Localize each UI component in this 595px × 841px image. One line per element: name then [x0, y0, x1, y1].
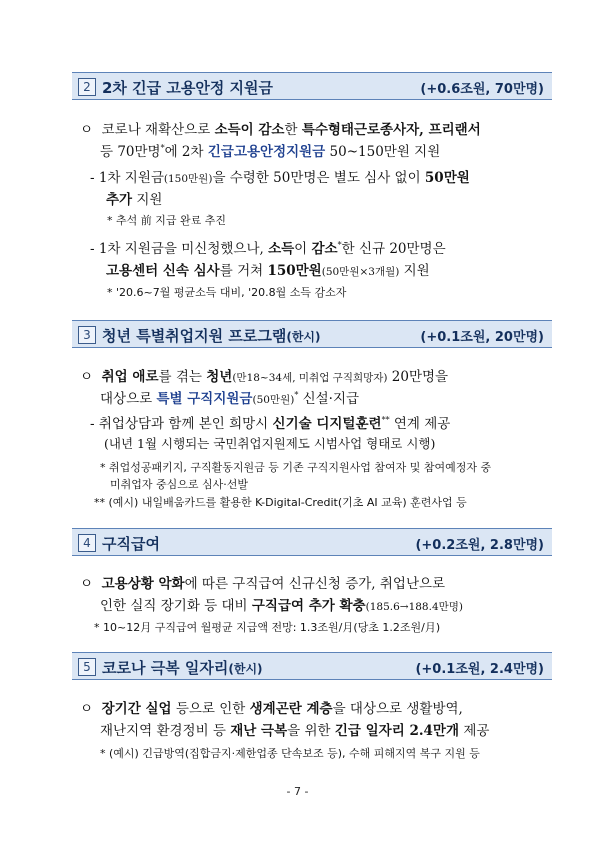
- section-header-4: [72, 528, 552, 556]
- section-number: 3: [78, 326, 96, 344]
- section-amount: (+0.6조원, 70만명): [420, 82, 544, 97]
- section-number: 4: [78, 534, 96, 552]
- footnote: * 10~12月 구직급여 월평균 지급액 전망: 1.3조원/月(당초 1.2조원/月): [94, 621, 441, 634]
- dash-line: - 1차 지원금(150만원)을 수령한 50만명은 별도 심사 없이 50만원: [90, 170, 470, 186]
- bullet-line: ㅇ 취업 애로를 겪는 청년(만18~34세, 미취업 구직희망자) 20만명을: [80, 369, 449, 385]
- footnote: * '20.6~7월 평균소득 대비, '20.8월 소득 감소자: [107, 286, 347, 299]
- bullet-line: ㅇ 고용상황 악화에 따른 구직급여 신규신청 증가, 취업난으로: [80, 576, 446, 592]
- footnote: * (예시) 긴급방역(집합금지·제한업종 단속보조 등), 수해 피해지역 복구 지원 등: [100, 747, 480, 760]
- dash-line: - 취업상담과 함께 본인 희망시 신기술 디지털훈련** 연계 제공: [90, 415, 451, 432]
- section-title: 2차 긴급 고용안정 지원금: [102, 79, 274, 97]
- section-header-3: [72, 320, 552, 348]
- footnote: * 취업성공패키지, 구직활동지원금 등 기존 구직지원사업 참여자 및 참여예정자 중: [100, 461, 492, 474]
- bullet-line-cont: 재난지역 환경정비 등 재난 극복을 위한 긴급 일자리 2.4만개 제공: [100, 723, 490, 739]
- paren-note: (내년 1월 시행되는 국민취업지원제도 시범사업 형태로 시행): [104, 436, 436, 451]
- section-title: 구직급여: [102, 535, 160, 553]
- bullet-line-cont: 등 70만명*에 2차 긴급고용안정지원금 50~150만원 지원: [100, 143, 441, 160]
- dash-line: - 1차 지원금을 미신청했으나, 소득이 감소*한 신규 20만명은: [90, 240, 446, 257]
- bullet-line: ㅇ 코로나 재확산으로 소득이 감소한 특수형태근로종사자, 프리랜서: [80, 122, 481, 138]
- section-number: 2: [78, 78, 96, 96]
- section-header-2: [72, 72, 552, 100]
- dash-line-cont: 추가 지원: [106, 192, 163, 208]
- bullet-line-cont: 인한 실직 장기화 등 대비 구직급여 추가 확충(185.6→188.4만명): [100, 598, 464, 614]
- section-amount: (+0.1조원, 20만명): [420, 330, 544, 345]
- section-amount: (+0.2조원, 2.8만명): [415, 538, 544, 553]
- section-header-5: [72, 652, 552, 680]
- section-amount: (+0.1조원, 2.4만명): [415, 662, 544, 677]
- bullet-line-cont: 대상으로 특별 구직지원금(50만원)* 신설·지급: [100, 390, 360, 407]
- footnote: * 추석 前 지급 완료 추진: [107, 214, 226, 227]
- page-number: - 7 -: [286, 785, 309, 798]
- section-number: 5: [78, 658, 96, 676]
- section-title: 청년 특별취업지원 프로그램(한시): [102, 327, 321, 345]
- dash-line-cont: 고용센터 신속 심사를 거쳐 150만원(50만원×3개월) 지원: [106, 263, 430, 279]
- footnote-cont: 미취업자 중심으로 심사·선발: [110, 478, 249, 491]
- bullet-line: ㅇ 장기간 실업 등으로 인한 생계곤란 계층을 대상으로 생활방역,: [80, 701, 463, 717]
- footnote: ** (예시) 내일배움카드를 활용한 K-Digital-Credit(기초 AI 교육) 훈련사업 등: [94, 496, 467, 509]
- section-title: 코로나 극복 일자리(한시): [102, 659, 263, 677]
